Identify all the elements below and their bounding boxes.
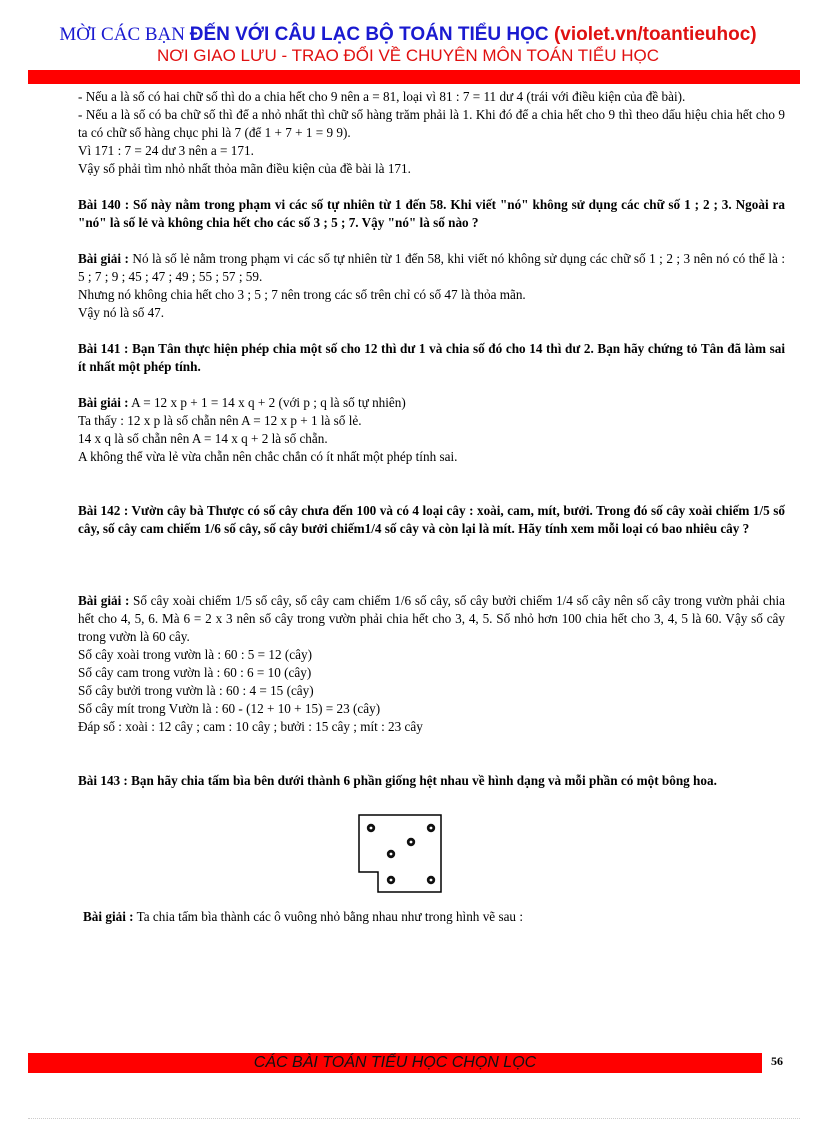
header-prefix: MỜI CÁC BẠN xyxy=(59,24,190,45)
solution-line: Ta thấy : 12 x p là số chẵn nên A = 12 x p + 1 là số lẻ. xyxy=(78,413,362,428)
cardboard-flower-figure xyxy=(358,814,442,894)
page-bottom-divider xyxy=(28,1118,800,1119)
intro-line: - Nếu a là số có hai chữ số thì do a chia hết cho 9 nên a = 81, loại vì 81 : 7 = 11 dư 4 (trái với điều kiện của đề bài). xyxy=(78,89,686,104)
solution-label: Bài giải : xyxy=(83,909,134,924)
solution-label: Bài giải : xyxy=(78,251,129,266)
solution-line: Số cây cam trong vườn là : 60 : 6 = 10 (cây) xyxy=(78,665,312,680)
flower-icon xyxy=(427,824,435,832)
solution-line: Số cây xoài trong vườn là : 60 : 5 = 12 (cây) xyxy=(78,647,312,662)
solution-text: Nó là số lẻ nằm trong phạm vi các số tự nhiên từ 1 đến 58, khi viết nó không sử dụng các chữ số 1 ; 2 ; 3 nên nó có thể là : 5 ; 7 ; 9 ; 45 ; 47 ; 49 ; 55 ; 57 ; 59. xyxy=(78,251,785,284)
problem-143-title: Bài 143 : Bạn hãy chia tấm bìa bên dưới thành 6 phần giống hệt nhau về hình dạng và mỗi phần có một bông hoa. xyxy=(78,773,717,788)
footer-red-bar xyxy=(28,1053,762,1073)
solution-text: Số cây xoài chiếm 1/5 số cây, số cây cam chiếm 1/6 số cây, số cây bưởi chiếm 1/4 số cây nên số cây trong vườn phải chia hết cho 4, 5, 6. Mà 6 = 2 x 3 nên số cây trong vườn phải chia hết cho 3, 4, 5. Số nhỏ hơn 100 chia hết cho 3, 4, 5 là 60. Vậy số cây trong vườn là 60 cây. xyxy=(78,593,785,644)
intro-line: - Nếu a là số có ba chữ số thì để a nhỏ nhất thì chữ số hàng trăm phải là 1. Khi đó để a chia hết cho 9 thì theo dấu hiệu chia hết cho 9 ta có chữ số hàng chục phi là 7 (để 1 + 7 + 1 = 9 9). xyxy=(78,107,785,140)
problem-143-solution xyxy=(78,908,785,926)
header-link[interactable]: (violet.vn/toantieuhoc) xyxy=(553,24,757,45)
solution-line: 14 x q là số chẵn nên A = 14 x q + 2 là số chẵn. xyxy=(78,431,328,446)
flower-icon xyxy=(427,876,435,884)
problem-140-solution xyxy=(78,250,785,286)
header-line-2: NƠI GIAO LƯU - TRAO ĐỔI VỀ CHUYÊN MÔN TOÁN TIỂU HỌC xyxy=(156,46,659,65)
problem-141-title: Bài 141 : Bạn Tân thực hiện phép chia một số cho 12 thì dư 1 và chia số đó cho 14 thì dư 2. Bạn hãy chứng tỏ Tân đã làm sai ít nhất một phép tính. xyxy=(78,341,785,374)
solution-line: Số cây mít trong Vườn là : 60 - (12 + 10 + 15) = 23 (cây) xyxy=(78,701,381,716)
document-body xyxy=(78,88,785,926)
solution-line: Nhưng nó không chia hết cho 3 ; 5 ; 7 nên trong các số trên chỉ có số 47 là thỏa mãn. xyxy=(78,287,526,302)
footer-title: CÁC BÀI TOÁN TIỂU HỌC CHỌN LỌC xyxy=(253,1054,537,1071)
header-line-1 xyxy=(0,24,816,46)
flower-icon xyxy=(367,824,375,832)
header-main: ĐẾN VỚI CÂU LẠC BỘ TOÁN TIỂU HỌC xyxy=(189,24,554,45)
flower-icon xyxy=(387,876,395,884)
page-number: 56 xyxy=(771,1054,783,1068)
solution-label: Bài giải : xyxy=(78,395,129,410)
page-header xyxy=(0,24,816,66)
solution-line: A không thể vừa lẻ vừa chẵn nên chắc chắn có ít nhất một phép tính sai. xyxy=(78,449,458,464)
problem-142-title: Bài 142 : Vườn cây bà Thược có số cây chưa đến 100 và có 4 loại cây : xoài, cam, mít, bưởi. Trong đó số cây xoài chiếm 1/5 số cây, số cây cam chiếm 1/6 số cây, số cây bưởi chiếm1/4 số cây và còn lại là mít. Hãy tính xem mỗi loại có bao nhiêu cây ? xyxy=(78,503,785,536)
solution-line: Đáp số : xoài : 12 cây ; cam : 10 cây ; bưởi : 15 cây ; mít : 23 cây xyxy=(78,719,423,734)
problem-140-title: Bài 140 : Số này nằm trong phạm vi các số tự nhiên từ 1 đến 58. Khi viết "nó" không sử dụng các chữ số 1 ; 2 ; 3. Ngoài ra "nó" là số lẻ và không chia hết cho các số 3 ; 5 ; 7. Vậy "nó" là số nào ? xyxy=(78,197,785,230)
solution-text: Ta chia tấm bìa thành các ô vuông nhỏ bằng nhau như trong hình vẽ sau : xyxy=(133,909,523,924)
solution-line: Vậy nó là số 47. xyxy=(78,305,165,320)
problem-142-solution xyxy=(78,592,785,646)
solution-label: Bài giải : xyxy=(78,593,130,608)
solution-text: A = 12 x p + 1 = 14 x q + 2 (với p ; q là số tự nhiên) xyxy=(128,395,406,410)
flower-icon xyxy=(407,838,415,846)
intro-line: Vậy số phải tìm nhỏ nhất thỏa mãn điều kiện của đề bài là 171. xyxy=(78,161,411,176)
cardboard-shape xyxy=(358,814,442,894)
problem-141-solution xyxy=(78,394,785,412)
flower-icon xyxy=(387,850,395,858)
intro-line: Vì 171 : 7 = 24 dư 3 nên a = 171. xyxy=(78,143,254,158)
header-red-bar xyxy=(28,70,800,84)
solution-line: Số cây bưởi trong vườn là : 60 : 4 = 15 (cây) xyxy=(78,683,314,698)
